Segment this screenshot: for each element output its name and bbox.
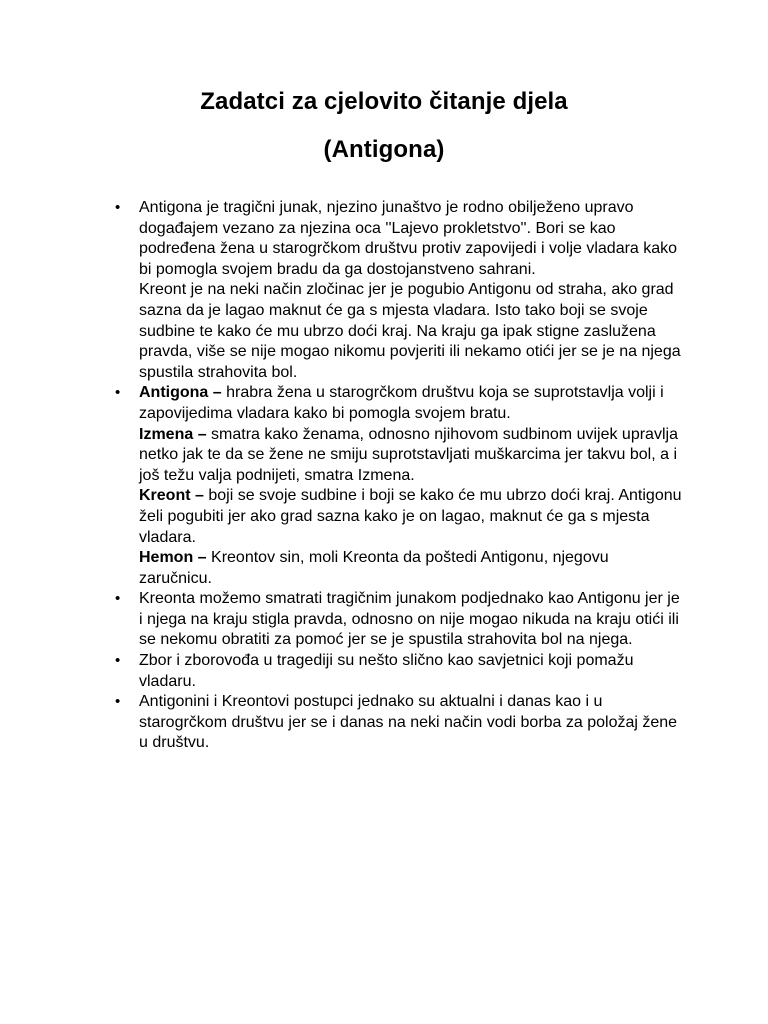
character-name: Hemon — [139, 549, 194, 567]
document-title: Zadatci za cjelovito čitanje djela — [200, 88, 568, 115]
dash: – — [193, 425, 212, 443]
character-name: Antigona — [139, 384, 209, 402]
paragraph: Antigonini i Kreontovi postupci jednako su aktualni i danas kao i u starogrčkom društvu jer se i danas na neki način vodi borba za položaj žene u društvu. — [139, 693, 678, 752]
list-item — [115, 383, 685, 589]
character-entry — [139, 548, 685, 589]
character-entry — [139, 486, 685, 548]
list-item — [115, 198, 685, 383]
character-name: Izmena — [139, 425, 194, 443]
list-item — [115, 651, 685, 692]
bullet-icon: • — [115, 590, 121, 608]
dash: – — [190, 487, 209, 505]
paragraph: Kreonta možemo smatrati tragičnim junakom podjednako kao Antigonu jer je i njega na kraju stigla pravda, odnosno on nije mogao nikuda na kraju otići ili se nekomu obratiti za pomoć jer se je spustila strahovita bol na njega. — [139, 590, 680, 649]
dash: – — [193, 549, 212, 567]
character-description: boji se svoje sudbine i boji se kako će mu ubrzo doći kraj. Antigonu želi pogubiti jer ako grad sazna kako je on lagao, maknut će ga s mjesta vladara. — [139, 487, 682, 546]
bullet-icon: • — [115, 384, 121, 402]
character-entry — [139, 425, 685, 487]
list-item — [115, 589, 685, 651]
dash: – — [208, 384, 227, 402]
bullet-icon: • — [115, 652, 121, 670]
document-subtitle: (Antigona) — [323, 136, 445, 163]
paragraph: Zbor i zborovođa u tragediji su nešto slično kao savjetnici koji pomažu vladaru. — [139, 652, 634, 690]
paragraph: Kreont je na neki način zločinac jer je pogubio Antigonu od straha, ako grad sazna da je lagao maknut će ga s mjesta vladara. Isto tako boji se svoje sudbine te kako će mu ubrzo doći kraj. Na kraju ga ipak stigne zaslužena pravda, više se nije mogao nikomu povjeriti ili nekamo otići jer se je na njega spustila strahovita bol. — [139, 281, 681, 381]
paragraph: Antigona je tragični junak, njezino junaštvo je rodno obilježeno upravo događajem vezano za njezina oca ''Lajevo prokletstvo''. Bori se kao podređena žena u starogrčkom društvu protiv zapovijedi i volje vladara kako bi pomogla svojem bradu da ga dostojanstveno sahrani. — [139, 199, 678, 278]
character-description: hrabra žena u starogrčkom društvu koja se suprotstavlja volji i zapovijedima vladara kako bi pomogla svojem bratu. — [139, 384, 664, 422]
bullet-icon: • — [115, 693, 121, 711]
list-item — [115, 692, 685, 754]
character-description: Kreontov sin, moli Kreonta da poštedi Antigonu, njegovu zaručnicu. — [139, 549, 609, 587]
bullet-icon: • — [115, 199, 121, 216]
character-description: smatra kako ženama, odnosno njihovom sudbinom uvijek upravlja netko jak te da se žene ne smiju suprotstavljati muškarcima jer takvu bol, a i još težu valja podnijeti, smatra Izmena. — [139, 425, 678, 484]
bullet-list — [115, 198, 685, 754]
character-name: Kreont — [139, 487, 191, 505]
character-entry — [139, 383, 685, 424]
